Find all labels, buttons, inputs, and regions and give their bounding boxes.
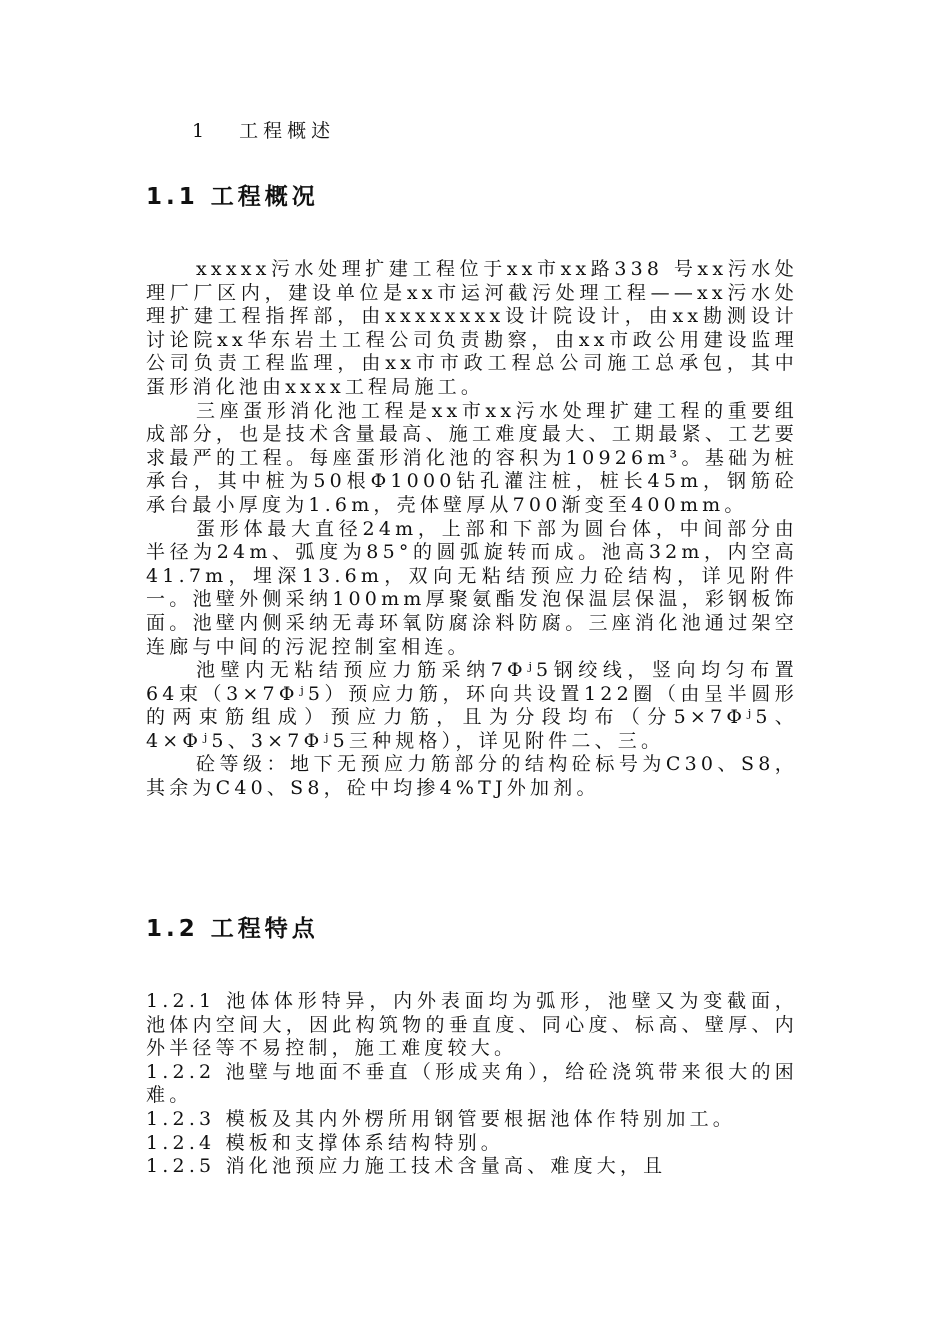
list-item: 1.2.5 消化池预应力施工技术含量高、难度大，且 xyxy=(146,1155,667,1178)
list-item: 1.2.2 池壁与地面不垂直（形成夹角），给砼浇筑带来很大的困难。 xyxy=(146,1060,798,1107)
chapter-title xyxy=(192,116,335,143)
section-body-1-2 xyxy=(146,990,798,1179)
section-body-1-1 xyxy=(146,258,798,801)
chapter-title-text: 工程概述 xyxy=(239,120,336,142)
list-item: 1.2.1 池体体形特异，内外表面均为弧形，池壁又为变截面，池体内空间大，因此构筑物的垂直度、同心度、标高、壁厚、内外半径等不易控制，施工难度较大。 xyxy=(146,990,798,1060)
list-item: 1.2.4 模板和支撑体系结构特别。 xyxy=(146,1131,504,1154)
section-heading-1-1: 1.1 工程概况 xyxy=(146,184,319,210)
list-item: 1.2.3 模板及其内外楞所用钢管要根据池体作特别加工。 xyxy=(146,1107,736,1130)
paragraph: 蛋形体最大直径24m，上部和下部为圆台体，中间部分由半径为24m、弧度为85°的圆弧旋转而成。池高32m，内空高41.7m，埋深13.6m，双向无粘结预应力砼结构，详见附件一。池壁外侧采纳100mm厚聚氨酯发泡保温层保温，彩钢板饰面。池壁内侧采纳无毒环氧防腐涂料防腐。三座消化池通过架空连廊与中间的污泥控制室相连。 xyxy=(146,517,798,658)
chapter-number: 1 xyxy=(192,120,210,142)
paragraph: 砼等级：地下无预应力筋部分的结构砼标号为C30、S8，其余为C40、S8，砼中均掺4%TJ外加剂。 xyxy=(146,753,798,800)
paragraph: 三座蛋形消化池工程是xx市xx污水处理扩建工程的重要组成部分，也是技术含量最高、施工难度最大、工期最紧、工艺要求最严的工程。每座蛋形消化池的容积为10926m³。基础为桩承台，其中桩为50根Φ1000钻孔灌注桩，桩长45m，钢筋砼承台最小厚度为1.6m，壳体壁厚从700渐变至400mm。 xyxy=(146,399,798,516)
section-heading-1-2: 1.2 工程特点 xyxy=(146,916,319,942)
paragraph: xxxxx污水处理扩建工程位于xx市xx路338 号xx污水处理厂厂区内，建设单位是xx市运河截污处理工程——xx污水处理扩建工程指挥部，由xxxxxxxx设计院设计，由xx勘测设计讨论院xx华东岩土工程公司负责勘察，由xx市政公用建设监理公司负责工程监理，由xx市市政工程总公司施工总承包，其中蛋形消化池由xxxx工程局施工。 xyxy=(146,258,798,398)
paragraph: 池壁内无粘结预应力筋采纳7Φʲ5钢绞线，竖向均匀布置64束（3×7Φʲ5）预应力筋，环向共设置122圈（由呈半圆形的两束筋组成）预应力筋，且为分段均布（分5×7Φʲ5、4×Φʲ5、3×7Φʲ5三种规格），详见附件二、三。 xyxy=(146,659,798,752)
